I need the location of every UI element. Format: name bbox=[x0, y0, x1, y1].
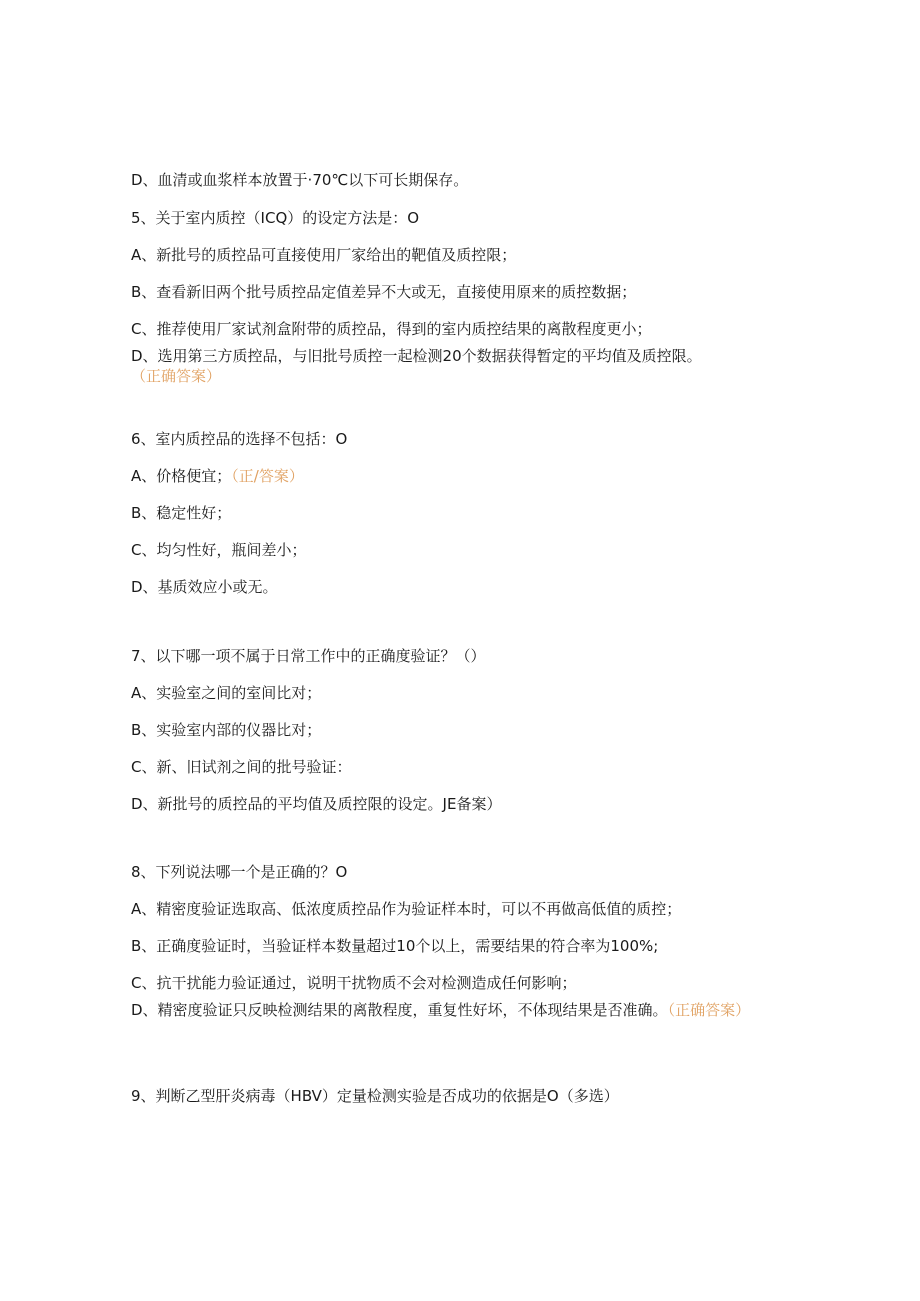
q8-option-a: A、精密度验证选取高、低浓度质控品作为验证样本时，可以不再做高低值的质控； bbox=[131, 900, 682, 918]
q5-option-d-text: D、选用第三方质控品，与旧批号质控一起检测20个数据获得暂定的平均值及质控限。 bbox=[131, 347, 702, 365]
q6-option-a bbox=[131, 466, 304, 486]
q5-option-d bbox=[131, 346, 781, 386]
q8-answer-mark: （正确答案） bbox=[667, 1001, 751, 1019]
q7-option-a: A、实验室之间的室间比对； bbox=[131, 684, 322, 702]
q5-option-a: A、新批号的质控品可直接使用厂家给出的靶值及质控限； bbox=[131, 246, 517, 264]
q6-stem: 6、室内质控品的选择不包括：O bbox=[131, 430, 348, 448]
q5-option-c: C、推荐使用厂家试剂盒附带的质控品，得到的室内质控结果的离散程度更小； bbox=[131, 320, 652, 338]
q5-answer-mark: （正确答案） bbox=[131, 367, 222, 385]
q8-option-b: B、正确度验证时，当验证样本数量超过10个以上，需要结果的符合率为100%; bbox=[131, 937, 659, 955]
q5-stem: 5、关于室内质控（ICQ）的设定方法是：O bbox=[131, 209, 420, 227]
q6-option-d: D、基质效应小或无。 bbox=[131, 578, 278, 596]
q6-answer-mark: （正/答案） bbox=[231, 467, 304, 485]
q8-option-c: C、抗干扰能力验证通过，说明干扰物质不会对检测造成任何影响； bbox=[131, 974, 577, 992]
q8-option-d bbox=[131, 1000, 781, 1020]
q6-option-b: B、稳定性好； bbox=[131, 504, 232, 522]
q7-option-c: C、新、旧试剂之间的批号验证： bbox=[131, 758, 352, 776]
q7-option-b: B、实验室内部的仪器比对； bbox=[131, 721, 322, 739]
prev-option-d: D、血清或血浆样本放置于·70℃以下可长期保存。 bbox=[131, 171, 469, 189]
q6-option-a-text: A、价格便宜； bbox=[131, 467, 232, 485]
q8-stem: 8、下列说法哪一个是正确的？O bbox=[131, 863, 348, 881]
q5-option-b: B、查看新旧两个批号质控品定值差异不大或无，直接使用原来的质控数据； bbox=[131, 283, 637, 301]
q8-option-d-text: D、精密度验证只反映检测结果的离散程度，重复性好坏，不体现结果是否准确。 bbox=[131, 1001, 668, 1019]
q6-option-c: C、均匀性好，瓶间差小； bbox=[131, 541, 307, 559]
q9-stem: 9、判断乙型肝炎病毒（HBV）定量检测实验是否成功的依据是O（多选） bbox=[131, 1087, 619, 1105]
q7-option-d: D、新批号的质控品的平均值及质控限的设定。JE备案） bbox=[131, 795, 502, 813]
q7-stem: 7、以下哪一项不属于日常工作中的正确度验证？（） bbox=[131, 647, 486, 665]
